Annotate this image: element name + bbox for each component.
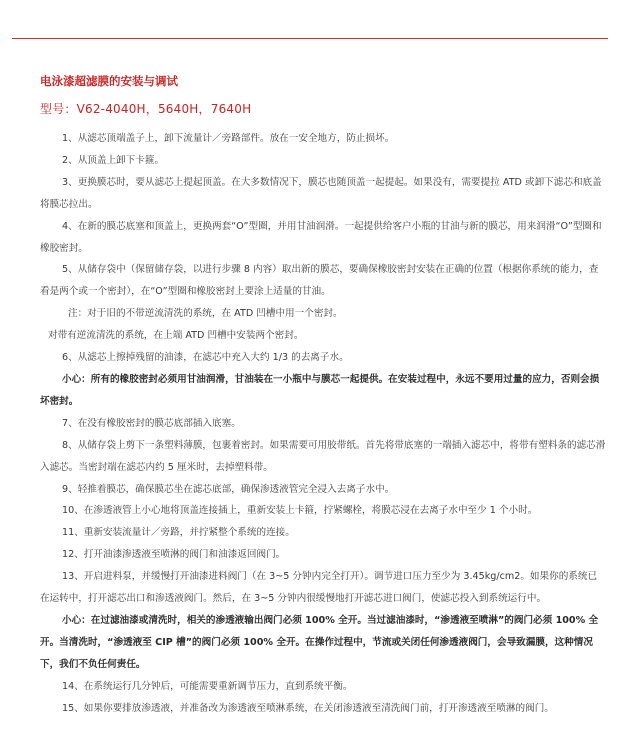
step-12: 12、打开油漆渗透液至喷淋的阀门和油漆返回阀门。 [62, 549, 286, 561]
step-7: 7、在没有橡胶密封的膜芯底部插入底塞。 [62, 417, 241, 429]
document-title: 电泳漆超滤膜的安装与调试 [40, 74, 178, 88]
step-2: 2、从顶盖上卸下卡箍。 [62, 154, 165, 166]
caution-permeate-valves: 小心：在过滤油漆或清洗时，相关的渗透液输出阀门必须 100% 全开。当过滤油漆时，“渗透液至喷淋”的阀门必须 100% 全开。当清洗时，“渗透液至 CIP 槽”的阀门必须 100% 全开。在操作过程中，节流或关闭任何渗透液阀门，会导致漏膜，这种情况下，我们不负任何责任。 [40, 614, 599, 670]
step-6: 6、从滤芯上擦掉残留的油漆，在滤芯中充入大约 1/3 的去离子水。 [62, 352, 349, 364]
step-9: 9、轻推着膜芯，确保膜芯坐在滤芯底部，确保渗透液管完全浸入去离子水中。 [62, 483, 395, 495]
step-15: 15、如果你要排放渗透液，并准备改为渗透液至喷淋系统，在关闭渗透液至清洗阀门前，打开渗透液至喷淋的阀门。 [62, 702, 554, 714]
note-old-system: 注：对于旧的不带逆流清洗的系统，在 ATD 凹槽中用一个密封。 [68, 308, 343, 320]
step-1: 1、从滤芯顶端盖子上，卸下流量计／旁路部件。放在一安全地方，防止损坏。 [62, 133, 395, 144]
header-rule [12, 38, 608, 39]
step-10: 10、在渗透液管上小心地将顶盖连接插上，重新安装上卡箍，拧紧螺栓，将膜芯浸在去离子水中至少 1 个小时。 [62, 505, 538, 517]
step-11: 11、重新安装流量计／旁路，并拧紧整个系统的连接。 [62, 527, 295, 539]
model-numbers: 型号：V62-4040H，5640H，7640H [40, 102, 252, 116]
caution-seals: 小心：所有的橡胶密封必须用甘油润滑，甘油装在一小瓶中与膜芯一起提供。在安装过程中，永远不要用过量的应力，否则会损坏密封。 [40, 373, 600, 407]
step-4: 4、在新的膜芯底塞和顶盖上，更换两套“O”型圈，并用甘油润滑。一起提供给客户小瓶的甘油与新的膜芯，用来润滑“O”型圈和橡胶密封。 [40, 220, 602, 254]
step-5: 5、从储存袋中（保留储存袋，以进行步骤 8 内容）取出新的膜芯，要确保橡胶密封安装在正确的位置（根据你系统的能力，查看是两个或一个密封），在“O”型圈和橡胶密封上要涂上适量的甘油。 [40, 264, 599, 298]
step-13: 13、开启进料泵，并缓慢打开油漆进料阀门（在 3~5 分钟内完全打开）。调节进口压力至少为 3.45kg/cm2。如果你的系统已在运转中，打开滤芯出口和渗透液阀门。然后，在 3~5 分钟内很缓慢地打开滤芯进口阀门，使滤芯投入到系统运行中。 [40, 571, 598, 605]
note-backwash-system: 对带有逆流清洗的系统，在上端 ATD 凹槽中安装两个密封。 [48, 330, 304, 342]
step-14: 14、在系统运行几分钟后，可能需要重新调节压力，直到系统平衡。 [62, 680, 353, 692]
step-3: 3、更换膜芯时，要从滤芯上提起顶盖。在大多数情况下，膜芯也随顶盖一起提起。如果没有，需要提拉 ATD 或卸下滤芯和底盖将膜芯拉出。 [40, 176, 602, 210]
document-body [40, 128, 606, 719]
step-8: 8、从储存袋上剪下一条塑料薄膜，包裹着密封。如果需要可用胶带纸。首先将带底塞的一端插入滤芯中，将带有塑料条的滤芯滑入滤芯。当密封端在滤芯内约 5 厘米时，去掉塑料带。 [40, 439, 606, 473]
